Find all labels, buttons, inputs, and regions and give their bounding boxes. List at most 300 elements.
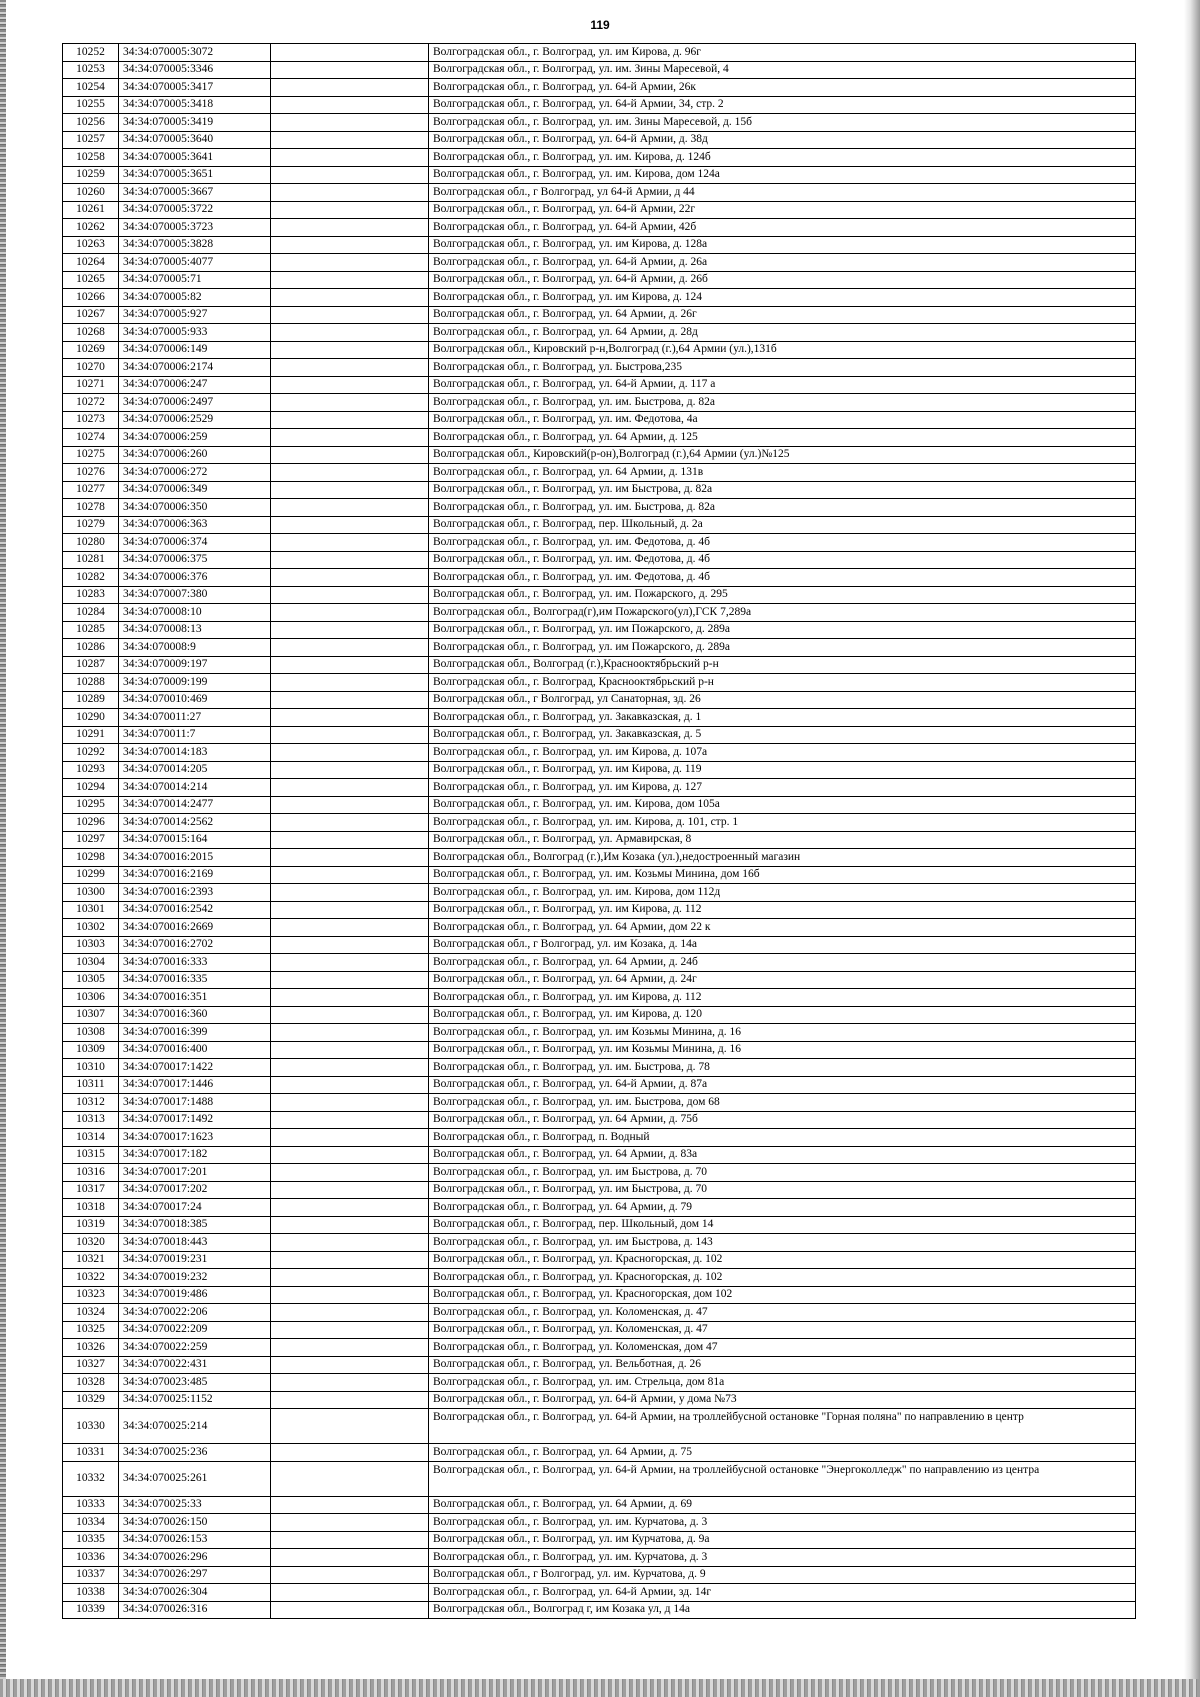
table-row: [63, 586, 1136, 604]
empty-cell: [271, 394, 429, 412]
row-number-cell: 10252: [63, 44, 119, 62]
empty-cell: [271, 254, 429, 272]
address-cell: Волгоградская обл., г. Волгоград, ул. им. Федотова, 4а: [429, 411, 1136, 429]
table-row: [63, 604, 1136, 622]
cadastral-number-cell: 34:34:070006:260: [119, 446, 271, 464]
row-number-cell: 10336: [63, 1549, 119, 1567]
table-row: [63, 1514, 1136, 1532]
address-cell: Волгоградская обл., Кировский(р-он),Волгоград (г.),64 Армии (ул.)№125: [429, 446, 1136, 464]
empty-cell: [271, 604, 429, 622]
empty-cell: [271, 901, 429, 919]
empty-cell: [271, 709, 429, 727]
table-row: [63, 709, 1136, 727]
cadastral-number-cell: 34:34:070014:2562: [119, 814, 271, 832]
table-row: [63, 1584, 1136, 1602]
address-cell: Волгоградская обл., г. Волгоград, п. Водный: [429, 1129, 1136, 1147]
table-row: [63, 814, 1136, 832]
empty-cell: [271, 429, 429, 447]
cadastral-number-cell: 34:34:070016:399: [119, 1024, 271, 1042]
table-row: [63, 569, 1136, 587]
row-number-cell: 10276: [63, 464, 119, 482]
cadastral-number-cell: 34:34:070011:7: [119, 726, 271, 744]
table-row: [63, 1234, 1136, 1252]
empty-cell: [271, 849, 429, 867]
row-number-cell: 10254: [63, 79, 119, 97]
empty-cell: [271, 674, 429, 692]
row-number-cell: 10311: [63, 1076, 119, 1094]
cadastral-number-cell: 34:34:070025:214: [119, 1409, 271, 1444]
table-row: [63, 429, 1136, 447]
address-cell: Волгоградская обл., г. Волгоград, ул. им. Кирова, дом 124а: [429, 166, 1136, 184]
empty-cell: [271, 219, 429, 237]
empty-cell: [271, 639, 429, 657]
cadastral-number-cell: 34:34:070007:380: [119, 586, 271, 604]
row-number-cell: 10330: [63, 1409, 119, 1444]
cadastral-number-cell: 34:34:070006:272: [119, 464, 271, 482]
address-cell: Волгоградская обл., г. Волгоград, ул. 64-й Армии, 26к: [429, 79, 1136, 97]
row-number-cell: 10339: [63, 1601, 119, 1619]
empty-cell: [271, 1531, 429, 1549]
table-row: [63, 656, 1136, 674]
address-cell: Волгоградская обл., г. Волгоград, ул. 64-й Армии, зд. 14г: [429, 1584, 1136, 1602]
row-number-cell: 10313: [63, 1111, 119, 1129]
empty-cell: [271, 1024, 429, 1042]
table-row: [63, 219, 1136, 237]
table-row: [63, 1216, 1136, 1234]
address-cell: Волгоградская обл., г. Волгоград, ул. им Кирова, д. 112: [429, 989, 1136, 1007]
empty-cell: [271, 166, 429, 184]
row-number-cell: 10305: [63, 971, 119, 989]
table-row: [63, 761, 1136, 779]
table-row: [63, 1286, 1136, 1304]
cadastral-number-cell: 34:34:070008:10: [119, 604, 271, 622]
row-number-cell: 10329: [63, 1391, 119, 1409]
table-row: [63, 1251, 1136, 1269]
row-number-cell: 10283: [63, 586, 119, 604]
address-cell: Волгоградская обл., г. Волгоград, ул. им. Быстрова, д. 82а: [429, 499, 1136, 517]
cadastral-number-cell: 34:34:070019:232: [119, 1269, 271, 1287]
address-cell: Волгоградская обл., г Волгоград, ул. им Козака, д. 14а: [429, 936, 1136, 954]
cadastral-number-cell: 34:34:070006:2497: [119, 394, 271, 412]
cadastral-number-cell: 34:34:070017:1446: [119, 1076, 271, 1094]
table-row: [63, 1129, 1136, 1147]
row-number-cell: 10317: [63, 1181, 119, 1199]
table-row: [63, 1164, 1136, 1182]
address-cell: Волгоградская обл., г. Волгоград, ул. 64 Армии, д. 75б: [429, 1111, 1136, 1129]
empty-cell: [271, 866, 429, 884]
table-row: [63, 1304, 1136, 1322]
empty-cell: [271, 796, 429, 814]
cadastral-number-cell: 34:34:070016:2669: [119, 919, 271, 937]
table-row: [63, 1041, 1136, 1059]
table-row: [63, 254, 1136, 272]
table-row: [63, 446, 1136, 464]
address-cell: Волгоградская обл., г. Волгоград, ул. 64 Армии, д. 83а: [429, 1146, 1136, 1164]
cadastral-number-cell: 34:34:070006:376: [119, 569, 271, 587]
table-row: [63, 166, 1136, 184]
empty-cell: [271, 499, 429, 517]
cadastral-number-cell: 34:34:070006:363: [119, 516, 271, 534]
row-number-cell: 10299: [63, 866, 119, 884]
address-cell: Волгоградская обл., г. Волгоград, ул. Закавказская, д. 5: [429, 726, 1136, 744]
empty-cell: [271, 1041, 429, 1059]
cadastral-number-cell: 34:34:070011:27: [119, 709, 271, 727]
empty-cell: [271, 919, 429, 937]
row-number-cell: 10275: [63, 446, 119, 464]
row-number-cell: 10268: [63, 324, 119, 342]
cadastral-number-cell: 34:34:070016:400: [119, 1041, 271, 1059]
cadastral-number-cell: 34:34:070005:3722: [119, 201, 271, 219]
table-row: [63, 1321, 1136, 1339]
address-cell: Волгоградская обл., г. Волгоград, ул. им. Курчатова, д. 3: [429, 1549, 1136, 1567]
empty-cell: [271, 1251, 429, 1269]
address-cell: Волгоградская обл., г. Волгоград, ул. им Курчатова, д. 9а: [429, 1531, 1136, 1549]
row-number-cell: 10287: [63, 656, 119, 674]
cadastral-number-cell: 34:34:070018:443: [119, 1234, 271, 1252]
row-number-cell: 10288: [63, 674, 119, 692]
row-number-cell: 10270: [63, 359, 119, 377]
cadastral-number-cell: 34:34:070006:350: [119, 499, 271, 517]
table-row: [63, 691, 1136, 709]
empty-cell: [271, 971, 429, 989]
address-cell: Волгоградская обл., г. Волгоград, ул. им Пожарского, д. 289а: [429, 621, 1136, 639]
empty-cell: [271, 936, 429, 954]
cadastral-number-cell: 34:34:070017:1488: [119, 1094, 271, 1112]
address-cell: Волгоградская обл., г. Волгоград, ул. им Кирова, д. 112: [429, 901, 1136, 919]
table-row: [63, 341, 1136, 359]
row-number-cell: 10306: [63, 989, 119, 1007]
address-cell: Волгоградская обл., г. Волгоград, ул. им Кирова, д. 119: [429, 761, 1136, 779]
row-number-cell: 10296: [63, 814, 119, 832]
address-cell: Волгоградская обл., г. Волгоград, ул. им. Кирова, д. 101, стр. 1: [429, 814, 1136, 832]
address-cell: Волгоградская обл., Волгоград (г.),Им Козака (ул.),недостроенный магазин: [429, 849, 1136, 867]
address-cell: Волгоградская обл., г. Волгоград, пер. Школьный, дом 14: [429, 1216, 1136, 1234]
cadastral-number-cell: 34:34:070010:469: [119, 691, 271, 709]
cadastral-number-cell: 34:34:070016:2542: [119, 901, 271, 919]
row-number-cell: 10308: [63, 1024, 119, 1042]
empty-cell: [271, 1601, 429, 1619]
address-cell: Волгоградская обл., г. Волгоград, ул. им. Зины Маресевой, 4: [429, 61, 1136, 79]
cadastral-number-cell: 34:34:070026:316: [119, 1601, 271, 1619]
table-row: [63, 1199, 1136, 1217]
table-row: [63, 884, 1136, 902]
empty-cell: [271, 1304, 429, 1322]
table-row: [63, 796, 1136, 814]
table-row: [63, 306, 1136, 324]
empty-cell: [271, 289, 429, 307]
row-number-cell: 10292: [63, 744, 119, 762]
row-number-cell: 10282: [63, 569, 119, 587]
empty-cell: [271, 149, 429, 167]
row-number-cell: 10294: [63, 779, 119, 797]
empty-cell: [271, 1584, 429, 1602]
row-number-cell: 10309: [63, 1041, 119, 1059]
row-number-cell: 10301: [63, 901, 119, 919]
table-row: [63, 289, 1136, 307]
address-cell: Волгоградская обл., Волгоград (г.),Краснооктябрьский р-н: [429, 656, 1136, 674]
cadastral-number-cell: 34:34:070017:182: [119, 1146, 271, 1164]
table-row: [63, 551, 1136, 569]
address-cell: Волгоградская обл., г. Волгоград, ул. им Кирова, д. 124: [429, 289, 1136, 307]
empty-cell: [271, 411, 429, 429]
empty-cell: [271, 481, 429, 499]
empty-cell: [271, 1076, 429, 1094]
table-row: [63, 1339, 1136, 1357]
row-number-cell: 10297: [63, 831, 119, 849]
empty-cell: [271, 656, 429, 674]
address-cell: Волгоградская обл., г. Волгоград, ул. 64 Армии, д. 79: [429, 1199, 1136, 1217]
row-number-cell: 10314: [63, 1129, 119, 1147]
address-cell: Волгоградская обл., г. Волгоград, ул. 64-й Армии, на троллейбусной остановке "Горная поляна" по направлению в центр: [429, 1409, 1136, 1444]
address-cell: Волгоградская обл., г. Волгоград, ул. им. Быстрова, д. 82а: [429, 394, 1136, 412]
empty-cell: [271, 1216, 429, 1234]
table-row: [63, 149, 1136, 167]
empty-cell: [271, 271, 429, 289]
row-number-cell: 10285: [63, 621, 119, 639]
row-number-cell: 10324: [63, 1304, 119, 1322]
row-number-cell: 10259: [63, 166, 119, 184]
empty-cell: [271, 96, 429, 114]
table-row: [63, 639, 1136, 657]
cadastral-number-cell: 34:34:070016:351: [119, 989, 271, 1007]
row-number-cell: 10320: [63, 1234, 119, 1252]
table-row: [63, 1146, 1136, 1164]
table-row: [63, 1181, 1136, 1199]
cadastral-number-cell: 34:34:070015:164: [119, 831, 271, 849]
empty-cell: [271, 516, 429, 534]
row-number-cell: 10279: [63, 516, 119, 534]
scan-right-edge: [1184, 0, 1200, 1697]
row-number-cell: 10272: [63, 394, 119, 412]
address-cell: Волгоградская обл., г Волгоград, ул. им. Курчатова, д. 9: [429, 1566, 1136, 1584]
address-cell: Волгоградская обл., г. Волгоград, пер. Школьный, д. 2а: [429, 516, 1136, 534]
address-cell: Волгоградская обл., г. Волгоград, ул. им. Федотова, д. 4б: [429, 569, 1136, 587]
row-number-cell: 10255: [63, 96, 119, 114]
table-row: [63, 516, 1136, 534]
empty-cell: [271, 1566, 429, 1584]
table-row: [63, 131, 1136, 149]
address-cell: Волгоградская обл., г. Волгоград, ул. 64-й Армии, д. 117 а: [429, 376, 1136, 394]
empty-cell: [271, 1409, 429, 1444]
row-number-cell: 10278: [63, 499, 119, 517]
empty-cell: [271, 1321, 429, 1339]
address-cell: Волгоградская обл., г. Волгоград, ул. Вельботная, д. 26: [429, 1356, 1136, 1374]
address-cell: Волгоградская обл., г. Волгоград, ул. им. Быстрова, дом 68: [429, 1094, 1136, 1112]
address-cell: Волгоградская обл., г. Волгоград, ул. Коломенская, д. 47: [429, 1304, 1136, 1322]
row-number-cell: 10267: [63, 306, 119, 324]
empty-cell: [271, 884, 429, 902]
empty-cell: [271, 569, 429, 587]
table-row: [63, 114, 1136, 132]
empty-cell: [271, 1094, 429, 1112]
row-number-cell: 10265: [63, 271, 119, 289]
table-row: [63, 1409, 1136, 1444]
cadastral-number-cell: 34:34:070019:486: [119, 1286, 271, 1304]
row-number-cell: 10260: [63, 184, 119, 202]
table-row: [63, 849, 1136, 867]
cadastral-number-cell: 34:34:070017:1492: [119, 1111, 271, 1129]
empty-cell: [271, 744, 429, 762]
empty-cell: [271, 201, 429, 219]
row-number-cell: 10273: [63, 411, 119, 429]
cadastral-number-cell: 34:34:070006:2174: [119, 359, 271, 377]
row-number-cell: 10274: [63, 429, 119, 447]
address-cell: Волгоградская обл., г. Волгоград, ул. им Козьмы Минина, д. 16: [429, 1024, 1136, 1042]
table-row: [63, 1531, 1136, 1549]
empty-cell: [271, 831, 429, 849]
row-number-cell: 10303: [63, 936, 119, 954]
row-number-cell: 10253: [63, 61, 119, 79]
row-number-cell: 10333: [63, 1496, 119, 1514]
address-cell: Волгоградская обл., г. Волгоград, ул. им Кирова, д. 120: [429, 1006, 1136, 1024]
cadastral-number-cell: 34:34:070019:231: [119, 1251, 271, 1269]
table-row: [63, 989, 1136, 1007]
cadastral-number-cell: 34:34:070016:2015: [119, 849, 271, 867]
cadastral-number-cell: 34:34:070005:71: [119, 271, 271, 289]
address-cell: Волгоградская обл., Волгоград(г),им Пожарского(ул),ГСК 7,289а: [429, 604, 1136, 622]
table-row: [63, 1391, 1136, 1409]
address-cell: Волгоградская обл., г. Волгоград, Краснооктябрьский р-н: [429, 674, 1136, 692]
empty-cell: [271, 1006, 429, 1024]
address-cell: Волгоградская обл., г. Волгоград, ул. Коломенская, д. 47: [429, 1321, 1136, 1339]
table-row: [63, 1059, 1136, 1077]
cadastral-number-cell: 34:34:070005:3723: [119, 219, 271, 237]
row-number-cell: 10325: [63, 1321, 119, 1339]
cadastral-number-cell: 34:34:070016:333: [119, 954, 271, 972]
row-number-cell: 10284: [63, 604, 119, 622]
table-row: [63, 376, 1136, 394]
cadastral-number-cell: 34:34:070005:3641: [119, 149, 271, 167]
empty-cell: [271, 954, 429, 972]
cadastral-number-cell: 34:34:070025:1152: [119, 1391, 271, 1409]
empty-cell: [271, 1164, 429, 1182]
cadastral-number-cell: 34:34:070025:261: [119, 1461, 271, 1496]
address-cell: Волгоградская обл., г. Волгоград, ул. 64-й Армии, 22г: [429, 201, 1136, 219]
table-row: [63, 1076, 1136, 1094]
table-row: [63, 674, 1136, 692]
page-number: 119: [590, 18, 610, 32]
empty-cell: [271, 61, 429, 79]
cadastral-number-cell: 34:34:070016:360: [119, 1006, 271, 1024]
address-cell: Волгоградская обл., г. Волгоград, ул. им. Курчатова, д. 3: [429, 1514, 1136, 1532]
table-row: [63, 1496, 1136, 1514]
table-row: [63, 621, 1136, 639]
table-row: [63, 901, 1136, 919]
cadastral-number-cell: 34:34:070014:183: [119, 744, 271, 762]
cadastral-number-cell: 34:34:070017:1422: [119, 1059, 271, 1077]
table-row: [63, 971, 1136, 989]
address-cell: Волгоградская обл., г. Волгоград, ул. 64-й Армии, 42б: [429, 219, 1136, 237]
cadastral-number-cell: 34:34:070016:335: [119, 971, 271, 989]
empty-cell: [271, 989, 429, 1007]
cadastral-number-cell: 34:34:070005:3346: [119, 61, 271, 79]
cadastral-number-cell: 34:34:070006:375: [119, 551, 271, 569]
cadastral-number-cell: 34:34:070018:385: [119, 1216, 271, 1234]
row-number-cell: 10323: [63, 1286, 119, 1304]
cadastral-number-cell: 34:34:070005:3418: [119, 96, 271, 114]
row-number-cell: 10300: [63, 884, 119, 902]
address-cell: Волгоградская обл., г. Волгоград, ул. 64-й Армии, 34, стр. 2: [429, 96, 1136, 114]
row-number-cell: 10289: [63, 691, 119, 709]
empty-cell: [271, 1514, 429, 1532]
empty-cell: [271, 114, 429, 132]
address-cell: Волгоградская обл., г. Волгоград, ул. Красногорская, д. 102: [429, 1269, 1136, 1287]
empty-cell: [271, 1181, 429, 1199]
empty-cell: [271, 586, 429, 604]
address-cell: Волгоградская обл., г. Волгоград, ул. Армавирская, 8: [429, 831, 1136, 849]
empty-cell: [271, 726, 429, 744]
address-cell: Волгоградская обл., г. Волгоград, ул. 64-й Армии, на троллейбусной остановке "Энергоколледж" по направлению из центра: [429, 1461, 1136, 1496]
row-number-cell: 10332: [63, 1461, 119, 1496]
address-cell: Волгоградская обл., г. Волгоград, ул. 64-й Армии, д. 87а: [429, 1076, 1136, 1094]
empty-cell: [271, 1549, 429, 1567]
row-number-cell: 10290: [63, 709, 119, 727]
empty-cell: [271, 1391, 429, 1409]
row-number-cell: 10307: [63, 1006, 119, 1024]
row-number-cell: 10335: [63, 1531, 119, 1549]
empty-cell: [271, 1339, 429, 1357]
cadastral-number-cell: 34:34:070005:3417: [119, 79, 271, 97]
address-cell: Волгоградская обл., г. Волгоград, ул. им Кирова, д. 128а: [429, 236, 1136, 254]
cadastral-number-cell: 34:34:070014:205: [119, 761, 271, 779]
row-number-cell: 10295: [63, 796, 119, 814]
row-number-cell: 10316: [63, 1164, 119, 1182]
empty-cell: [271, 446, 429, 464]
table-row: [63, 271, 1136, 289]
row-number-cell: 10334: [63, 1514, 119, 1532]
cadastral-number-cell: 34:34:070008:9: [119, 639, 271, 657]
cadastral-number-cell: 34:34:070017:1623: [119, 1129, 271, 1147]
address-cell: Волгоградская обл., г Волгоград, ул 64-й Армии, д 44: [429, 184, 1136, 202]
cadastral-number-cell: 34:34:070005:927: [119, 306, 271, 324]
empty-cell: [271, 324, 429, 342]
empty-cell: [271, 1059, 429, 1077]
table-row: [63, 184, 1136, 202]
table-row: [63, 236, 1136, 254]
address-cell: Волгоградская обл., г. Волгоград, ул. им Кирова, д. 107а: [429, 744, 1136, 762]
table-row: [63, 726, 1136, 744]
address-cell: Волгоградская обл., г. Волгоград, ул. им Кирова, д. 96г: [429, 44, 1136, 62]
address-cell: Волгоградская обл., г. Волгоград, ул. 64 Армии, д. 125: [429, 429, 1136, 447]
address-cell: Волгоградская обл., г. Волгоград, ул. им. Козьмы Минина, дом 16б: [429, 866, 1136, 884]
address-cell: Волгоградская обл., г. Волгоград, ул. им Козьмы Минина, д. 16: [429, 1041, 1136, 1059]
empty-cell: [271, 1444, 429, 1462]
row-number-cell: 10269: [63, 341, 119, 359]
row-number-cell: 10258: [63, 149, 119, 167]
table-row: [63, 831, 1136, 849]
table-row: [63, 394, 1136, 412]
table-row: [63, 534, 1136, 552]
cadastral-number-cell: 34:34:070016:2393: [119, 884, 271, 902]
address-cell: Волгоградская обл., г. Волгоград, ул. 64 Армии, д. 24б: [429, 954, 1136, 972]
row-number-cell: 10286: [63, 639, 119, 657]
empty-cell: [271, 1199, 429, 1217]
table-row: [63, 779, 1136, 797]
cadastral-number-cell: 34:34:070005:3072: [119, 44, 271, 62]
empty-cell: [271, 1496, 429, 1514]
cadastral-number-cell: 34:34:070005:3828: [119, 236, 271, 254]
table-row: [63, 1024, 1136, 1042]
table-row: [63, 96, 1136, 114]
empty-cell: [271, 184, 429, 202]
table-row: [63, 201, 1136, 219]
registry-table: [62, 43, 1136, 1619]
empty-cell: [271, 534, 429, 552]
row-number-cell: 10266: [63, 289, 119, 307]
cadastral-number-cell: 34:34:070026:150: [119, 1514, 271, 1532]
empty-cell: [271, 551, 429, 569]
row-number-cell: 10281: [63, 551, 119, 569]
